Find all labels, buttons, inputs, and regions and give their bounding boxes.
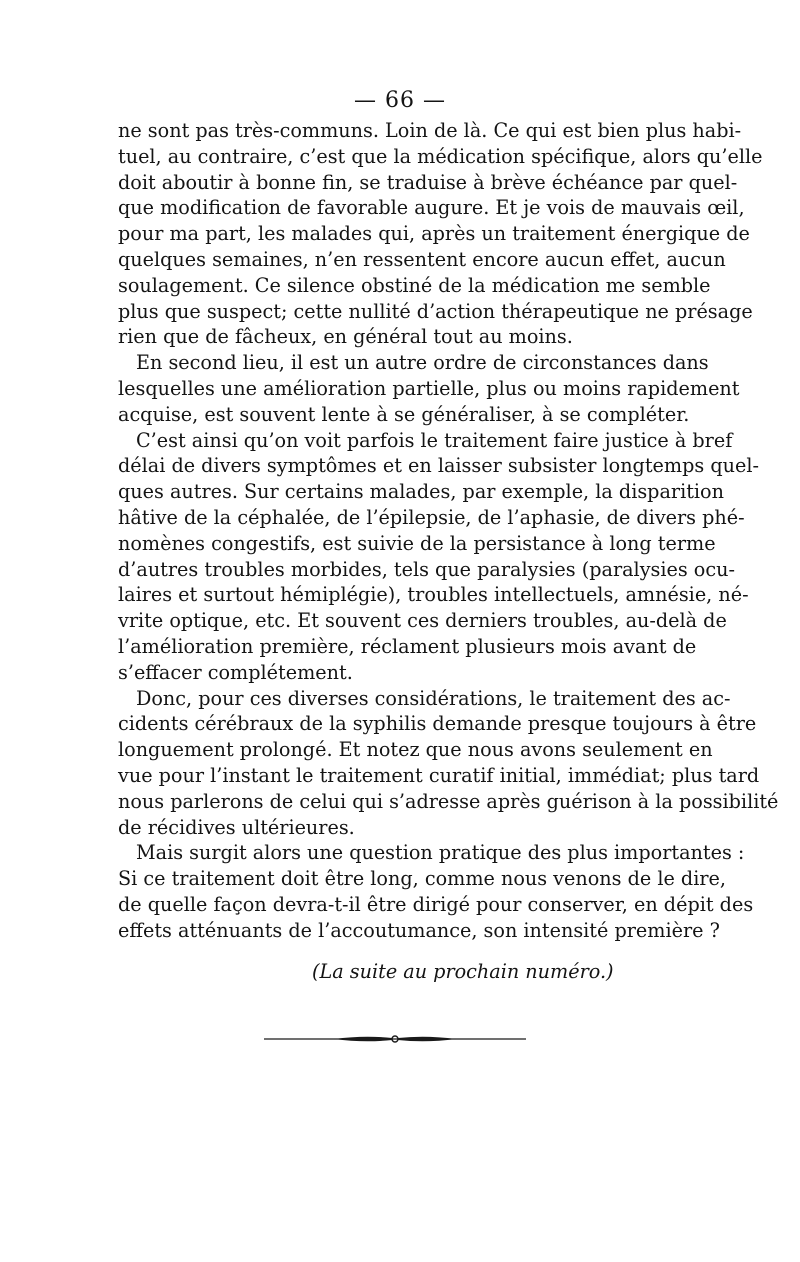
text-line: laires et surtout hémiplégie), troubles intellectuels, amnésie, né- [118, 583, 749, 607]
text-line: vue pour l’instant le traitement curatif initial, immédiat; plus tard [118, 763, 760, 787]
body-text [118, 118, 779, 944]
text-line: plus que suspect; cette nullité d’action thérapeutique ne présage [118, 299, 753, 323]
text-line: que modification de favorable augure. Et je vois de mauvais œil, [118, 196, 745, 220]
text-line: quelques semaines, n’en ressentent encore aucun effet, aucun [118, 247, 726, 271]
text-line: délai de divers symptômes et en laisser subsister longtemps quel- [118, 454, 759, 478]
text-line: l’amélioration première, réclament plusieurs mois avant de [118, 634, 697, 658]
paragraph-start-line: C’est ainsi qu’on voit parfois le traitement faire justice à bref [136, 428, 733, 452]
text-line: s’effacer complétement. [118, 660, 353, 684]
paragraph-start-line: Mais surgit alors une question pratique des plus importantes : [136, 841, 745, 865]
text-line: hâtive de la céphalée, de l’épilepsie, de l’aphasie, de divers phé- [118, 505, 745, 529]
text-line: cidents cérébraux de la syphilis demande presque toujours à être [118, 712, 757, 736]
text-line: de quelle façon devra-t-il être dirigé pour conserver, en dépit des [118, 892, 754, 916]
paragraph-start-line: Donc, pour ces diverses considérations, le traitement des ac- [136, 686, 731, 710]
text-line: Si ce traitement doit être long, comme nous venons de le dire, [118, 867, 726, 891]
continuation-note: (La suite au prochain numéro.) [312, 960, 614, 983]
paragraph-start-line: En second lieu, il est un autre ordre de circonstances dans [136, 351, 709, 375]
text-line: ques autres. Sur certains malades, par exemple, la disparition [118, 480, 724, 504]
text-line: effets atténuants de l’accoutumance, son intensité première ? [118, 918, 720, 942]
text-line: ne sont pas très-communs. Loin de là. Ce qui est bien plus habi- [118, 119, 742, 142]
text-line: longuement prolongé. Et notez que nous avons seulement en [118, 738, 713, 762]
text-line: rien que de fâcheux, en général tout au moins. [118, 325, 573, 349]
text-line: de récidives ultérieures. [118, 815, 355, 839]
text-line: tuel, au contraire, c’est que la médication spécifique, alors qu’elle [118, 144, 763, 168]
text-line: doit aboutir à bonne fin, se traduise à brève échéance par quel- [118, 170, 738, 194]
text-line: nomènes congestifs, est suivie de la persistance à long terme [118, 531, 716, 555]
text-line: nous parlerons de celui qui s’adresse après guérison à la possibilité [118, 789, 779, 813]
text-line: acquise, est souvent lente à se généraliser, à se compléter. [118, 402, 690, 426]
text-line: soulagement. Ce silence obstiné de la médication me semble [118, 273, 711, 297]
text-line: lesquelles une amélioration partielle, plus ou moins rapidement [118, 376, 740, 400]
text-line: d’autres troubles morbides, tels que paralysies (paralysies ocu- [118, 557, 735, 581]
page-number: — 66 — [354, 88, 446, 113]
ornamental-rule [264, 1034, 526, 1044]
text-line: pour ma part, les malades qui, après un traitement énergique de [118, 222, 750, 246]
text-line: vrite optique, etc. Et souvent ces derniers troubles, au-delà de [118, 609, 727, 633]
